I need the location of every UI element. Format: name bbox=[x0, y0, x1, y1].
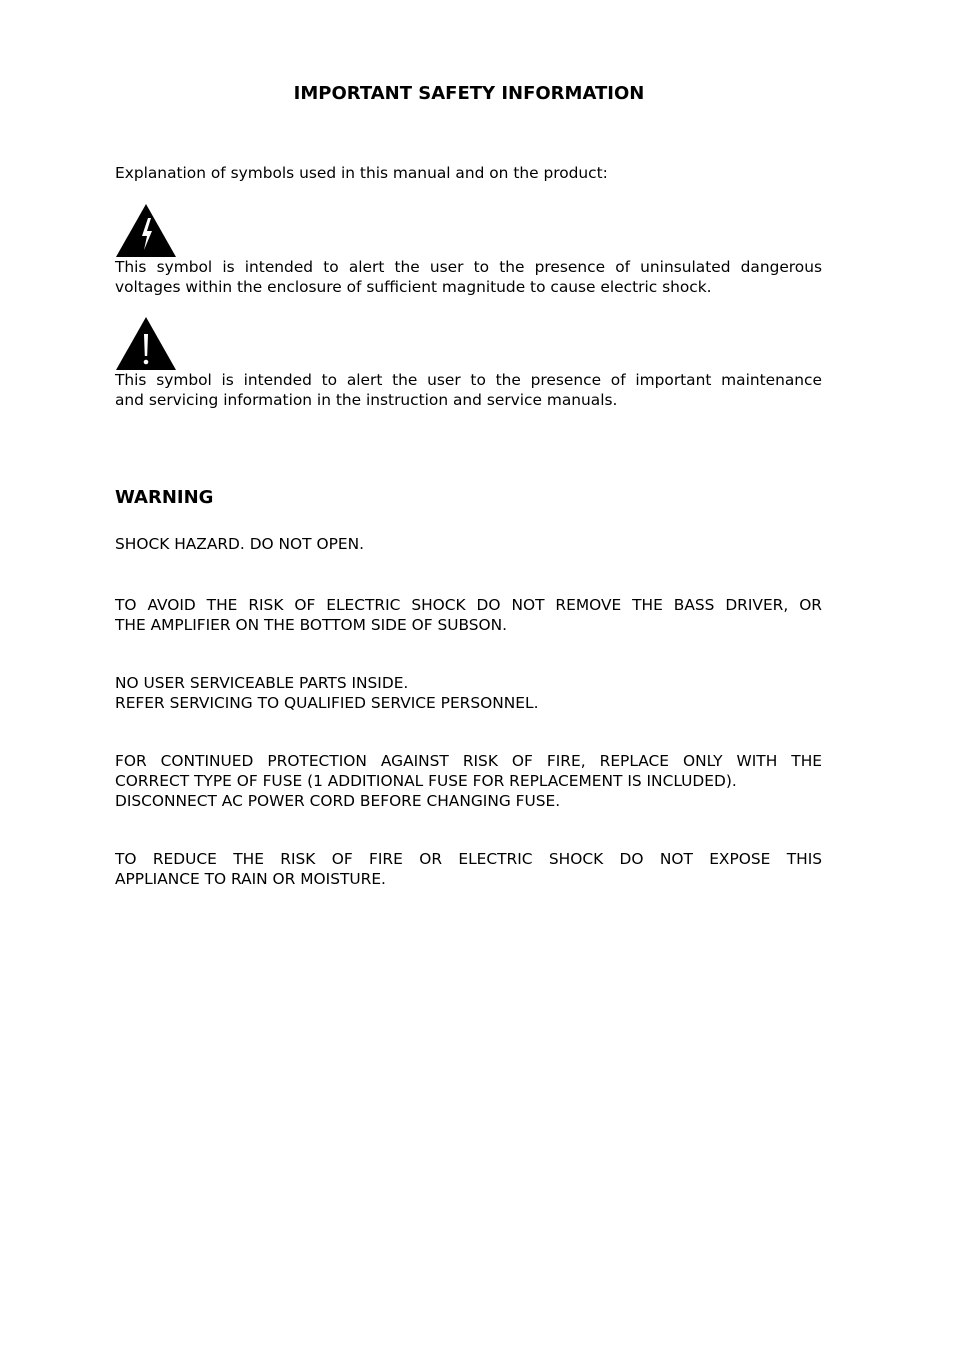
paragraph-line: FOR CONTINUED PROTECTION AGAINST RISK OF FIRE, REPLACE ONLY WITH THE bbox=[115, 752, 822, 770]
paragraph-line: TO REDUCE THE RISK OF FIRE OR ELECTRIC SHOCK DO NOT EXPOSE THIS bbox=[115, 850, 822, 868]
paragraph-line: THE AMPLIFIER ON THE BOTTOM SIDE OF SUBSON. bbox=[115, 616, 508, 634]
fuse-paragraph bbox=[115, 751, 822, 811]
intro-text: Explanation of symbols used in this manual and on the product: bbox=[115, 164, 608, 182]
paragraph-line: TO AVOID THE RISK OF ELECTRIC SHOCK DO NOT REMOVE THE BASS DRIVER, OR bbox=[115, 596, 822, 614]
warning-heading: WARNING bbox=[115, 487, 214, 508]
lightning-symbol-description bbox=[115, 257, 822, 297]
avoid-shock-paragraph bbox=[115, 595, 822, 635]
paragraph-line: DISCONNECT AC POWER CORD BEFORE CHANGING FUSE. bbox=[115, 792, 561, 810]
no-user-parts-text bbox=[115, 673, 538, 713]
page-title: IMPORTANT SAFETY INFORMATION bbox=[293, 83, 645, 104]
paragraph-line: CORRECT TYPE OF FUSE (1 ADDITIONAL FUSE FOR REPLACEMENT IS INCLUDED). bbox=[115, 772, 737, 790]
reduce-risk-paragraph bbox=[115, 849, 822, 889]
paragraph-line: REFER SERVICING TO QUALIFIED SERVICE PERSONNEL. bbox=[115, 694, 539, 712]
paragraph-line: APPLIANCE TO RAIN OR MOISTURE. bbox=[115, 870, 386, 888]
description-line: This symbol is intended to alert the user to the presence of important maintenance bbox=[115, 371, 822, 389]
exclamation-warning-icon bbox=[115, 316, 177, 371]
paragraph-line: NO USER SERVICEABLE PARTS INSIDE. bbox=[115, 674, 409, 692]
description-line: voltages within the enclosure of sufficient magnitude to cause electric shock. bbox=[115, 278, 712, 296]
exclamation-symbol-description bbox=[115, 370, 822, 410]
shock-hazard-text: SHOCK HAZARD. DO NOT OPEN. bbox=[115, 535, 364, 553]
lightning-warning-icon bbox=[115, 203, 177, 258]
description-line: and servicing information in the instruction and service manuals. bbox=[115, 391, 618, 409]
description-line: This symbol is intended to alert the user to the presence of uninsulated dangerous bbox=[115, 258, 822, 276]
